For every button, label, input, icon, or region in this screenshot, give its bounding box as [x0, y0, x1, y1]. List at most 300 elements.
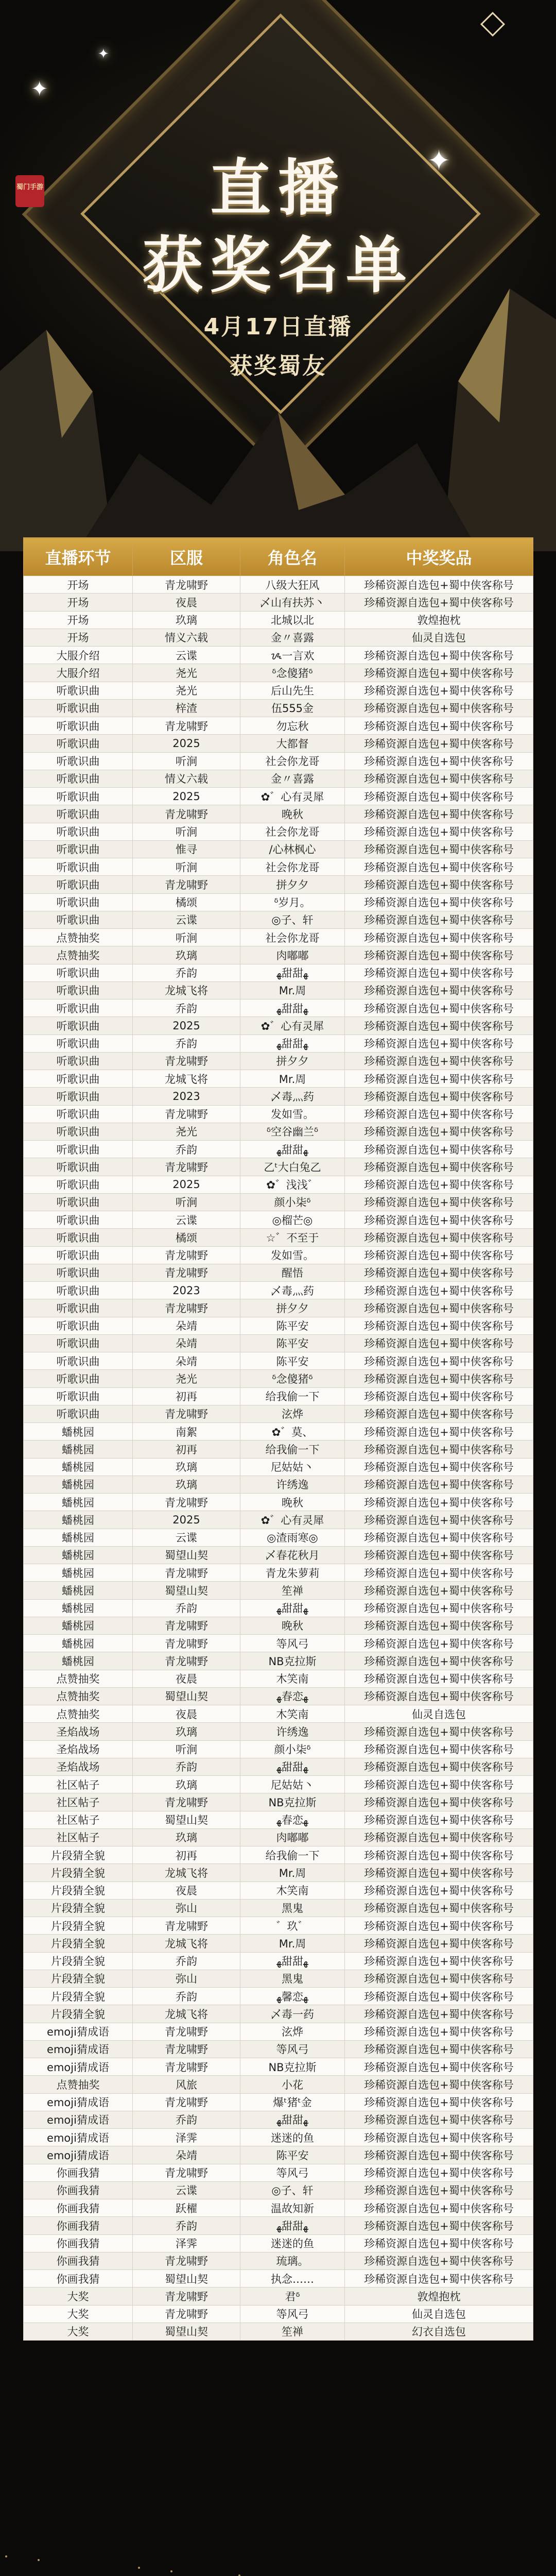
cell-role-name: 八级大狂风 — [240, 576, 345, 594]
cell-server: 尧光 — [133, 1123, 240, 1140]
cell-server: 朵靖 — [133, 1334, 240, 1352]
cell-role-name: 笙禅 — [240, 2323, 345, 2340]
cell-server: 青龙啸野 — [133, 2305, 240, 2323]
cell-segment: 听歌识曲 — [24, 1282, 133, 1299]
cell-prize: 珍稀资源自选包+蜀中侠客称号 — [345, 1599, 533, 1617]
cell-segment: emoji猜成语 — [24, 2023, 133, 2040]
cell-segment: 片段猜全貌 — [24, 1935, 133, 1952]
table-row — [24, 999, 533, 1017]
table-row — [24, 805, 533, 823]
table-body — [24, 576, 533, 2341]
cell-role-name: 乄毒灬药 — [240, 1088, 345, 1105]
cell-segment: 开场 — [24, 629, 133, 646]
cell-role-name: ◎榴芒◎ — [240, 1211, 345, 1229]
cell-prize: 珍稀资源自选包+蜀中侠客称号 — [345, 2164, 533, 2181]
cell-role-name: 乄春花秋月 — [240, 1546, 345, 1564]
cell-segment: 听歌识曲 — [24, 1035, 133, 1052]
cell-prize: 珍稀资源自选包+蜀中侠客称号 — [345, 664, 533, 682]
cell-segment: 听歌识曲 — [24, 981, 133, 999]
cell-server: 青龙啸野 — [133, 1299, 240, 1317]
cell-segment: 开场 — [24, 576, 133, 594]
cell-prize: 珍稀资源自选包+蜀中侠客称号 — [345, 2199, 533, 2217]
cell-role-name: 小花 — [240, 2076, 345, 2093]
cell-prize: 珍稀资源自选包+蜀中侠客称号 — [345, 1935, 533, 1952]
cell-server: 2025 — [133, 1176, 240, 1193]
cell-prize: 珍稀资源自选包+蜀中侠客称号 — [345, 1299, 533, 1317]
cell-prize: 珍稀资源自选包+蜀中侠客称号 — [345, 2181, 533, 2199]
cell-segment: 听歌识曲 — [24, 823, 133, 840]
table-row — [24, 1758, 533, 1775]
cell-prize: 珍稀资源自选包+蜀中侠客称号 — [345, 2076, 533, 2093]
cell-role-name: 乄毒灬药 — [240, 1282, 345, 1299]
table-row — [24, 1617, 533, 1634]
title-line-2: 获奖名单 — [142, 230, 414, 301]
cell-prize: 珍稀资源自选包+蜀中侠客称号 — [345, 576, 533, 594]
cell-server: 青龙啸野 — [133, 1617, 240, 1634]
cell-server: 2025 — [133, 788, 240, 805]
sparkle-icon: ✦ — [427, 144, 451, 177]
rock-center — [77, 392, 479, 551]
cell-prize: 珍稀资源自选包+蜀中侠客称号 — [345, 1723, 533, 1740]
cell-segment: 听歌识曲 — [24, 752, 133, 770]
cell-role-name: 北城以北 — [240, 611, 345, 629]
cell-prize: 珍稀资源自选包+蜀中侠客称号 — [345, 2093, 533, 2111]
table-row — [24, 735, 533, 752]
cell-prize: 珍稀资源自选包+蜀中侠客称号 — [345, 1458, 533, 1476]
cell-role-name: 拼夕夕 — [240, 1052, 345, 1070]
sparkle-icon: ✦ — [31, 77, 48, 101]
cell-segment: 听歌识曲 — [24, 682, 133, 699]
cell-segment: 听歌识曲 — [24, 1317, 133, 1334]
cell-server: 泽霁 — [133, 2234, 240, 2252]
cell-prize: 珍稀资源自选包+蜀中侠客称号 — [345, 1494, 533, 1511]
cell-role-name: 给我偷一下 — [240, 1846, 345, 1864]
cell-server: 蜀望山契 — [133, 1582, 240, 1599]
table-row — [24, 1317, 533, 1334]
cell-prize: 珍稀资源自选包+蜀中侠客称号 — [345, 1035, 533, 1052]
cell-server: 青龙啸野 — [133, 717, 240, 735]
cell-prize: 幻衣自选包 — [345, 2323, 533, 2340]
cell-prize: 珍稀资源自选包+蜀中侠客称号 — [345, 805, 533, 823]
cell-prize: 珍稀资源自选包+蜀中侠客称号 — [345, 1211, 533, 1229]
cell-prize: 珍稀资源自选包+蜀中侠客称号 — [345, 594, 533, 611]
cell-segment: 大奖 — [24, 2305, 133, 2323]
cell-role-name: 笙禅 — [240, 1582, 345, 1599]
table-row — [24, 1723, 533, 1740]
cell-role-name: 拼夕夕 — [240, 1299, 345, 1317]
cell-prize: 珍稀资源自选包+蜀中侠客称号 — [345, 735, 533, 752]
cell-server: 夜晨 — [133, 1670, 240, 1687]
cell-segment: 蟠桃园 — [24, 1652, 133, 1670]
cell-prize: 珍稀资源自选包+蜀中侠客称号 — [345, 823, 533, 840]
cell-server: 风旅 — [133, 2076, 240, 2093]
table-row — [24, 1935, 533, 1952]
cell-segment: 点赞抽奖 — [24, 946, 133, 964]
cell-prize: 珍稀资源自选包+蜀中侠客称号 — [345, 1511, 533, 1529]
cell-segment: 听歌识曲 — [24, 805, 133, 823]
table-row — [24, 1917, 533, 1935]
cell-segment: emoji猜成语 — [24, 2093, 133, 2111]
cell-role-name: ◎渣雨寒◎ — [240, 1529, 345, 1546]
cell-segment: 蟠桃园 — [24, 1529, 133, 1546]
table-row — [24, 2129, 533, 2146]
cell-segment: 听歌识曲 — [24, 1334, 133, 1352]
cell-prize: 珍稀资源自选包+蜀中侠客称号 — [345, 1846, 533, 1864]
cell-server: 乔韵 — [133, 1035, 240, 1052]
table-row — [24, 1141, 533, 1158]
cell-server: 青龙啸野 — [133, 2093, 240, 2111]
cell-prize: 珍稀资源自选包+蜀中侠客称号 — [345, 699, 533, 717]
header-segment: 直播环节 — [24, 538, 133, 576]
table-row — [24, 1052, 533, 1070]
cell-prize: 珍稀资源自选包+蜀中侠客称号 — [345, 1988, 533, 2005]
cell-role-name: 琉璃。 — [240, 2252, 345, 2269]
table-row — [24, 1811, 533, 1828]
cell-role-name: ﻬ甜甜ﻬ — [240, 1035, 345, 1052]
cell-prize: 珍稀资源自选包+蜀中侠客称号 — [345, 999, 533, 1017]
cell-role-name: 泫烨 — [240, 2023, 345, 2040]
cell-server: 尧光 — [133, 682, 240, 699]
cell-server: 乔韵 — [133, 1952, 240, 1970]
cell-prize: 珍稀资源自选包+蜀中侠客称号 — [345, 1899, 533, 1917]
cell-segment: 片段猜全貌 — [24, 1917, 133, 1935]
table-row — [24, 1652, 533, 1670]
table-row — [24, 2023, 533, 2040]
table-row — [24, 1882, 533, 1899]
table-row — [24, 1687, 533, 1705]
cell-segment: 片段猜全貌 — [24, 1882, 133, 1899]
cell-role-name: ﻬ馨恋ﻬ — [240, 1988, 345, 2005]
cell-server: 青龙啸野 — [133, 2287, 240, 2305]
cell-server: 青龙啸野 — [133, 1264, 240, 1281]
cell-prize: 珍稀资源自选包+蜀中侠客称号 — [345, 1193, 533, 1211]
table-row — [24, 1705, 533, 1723]
cell-prize: 珍稀资源自选包+蜀中侠客称号 — [345, 840, 533, 858]
table-row — [24, 1423, 533, 1440]
cell-prize: 珍稀资源自选包+蜀中侠客称号 — [345, 2005, 533, 2023]
cell-segment: 听歌识曲 — [24, 1370, 133, 1387]
cell-role-name: 泫烨 — [240, 1405, 345, 1422]
cell-segment: 听歌识曲 — [24, 1211, 133, 1229]
cell-role-name: 给我偷一下 — [240, 1440, 345, 1458]
table-row — [24, 1952, 533, 1970]
cell-role-name: 尼姑姑丶 — [240, 1776, 345, 1793]
cell-prize: 珍稀资源自选包+蜀中侠客称号 — [345, 1334, 533, 1352]
table-row — [24, 770, 533, 787]
cell-segment: 蟠桃园 — [24, 1511, 133, 1529]
table-row — [24, 752, 533, 770]
cell-server: 青龙啸野 — [133, 2023, 240, 2040]
diamond-outline-icon — [480, 12, 505, 37]
cell-prize: 珍稀资源自选包+蜀中侠客称号 — [345, 770, 533, 787]
cell-role-name: ᵟ念傻猪ᵟ — [240, 1370, 345, 1387]
cell-prize: 珍稀资源自选包+蜀中侠客称号 — [345, 1282, 533, 1299]
cell-server: 云谍 — [133, 647, 240, 664]
cell-prize: 珍稀资源自选包+蜀中侠客称号 — [345, 1740, 533, 1758]
cell-prize: 珍稀资源自选包+蜀中侠客称号 — [345, 1793, 533, 1811]
cell-role-name: 乄毒一药 — [240, 2005, 345, 2023]
cell-prize: 珍稀资源自选包+蜀中侠客称号 — [345, 2058, 533, 2076]
cell-prize: 珍稀资源自选包+蜀中侠客称号 — [345, 752, 533, 770]
table-row — [24, 1158, 533, 1176]
cell-prize: 珍稀资源自选包+蜀中侠客称号 — [345, 1635, 533, 1652]
table-row — [24, 2199, 533, 2217]
cell-server: 青龙啸野 — [133, 1246, 240, 1264]
cell-role-name: 颜小柒ᵟ — [240, 1740, 345, 1758]
cell-prize: 珍稀资源自选包+蜀中侠客称号 — [345, 1423, 533, 1440]
cell-prize: 珍稀资源自选包+蜀中侠客称号 — [345, 2023, 533, 2040]
table-row — [24, 2305, 533, 2323]
cell-segment: 听歌识曲 — [24, 770, 133, 787]
cell-role-name: ﻬ甜甜ﻬ — [240, 964, 345, 981]
cell-segment: 听歌识曲 — [24, 735, 133, 752]
cell-server: 听涧 — [133, 823, 240, 840]
cell-server: 初再 — [133, 1846, 240, 1864]
sub-line: 获奖蜀友 — [230, 353, 326, 379]
table-row — [24, 1476, 533, 1493]
cell-segment: 听歌识曲 — [24, 1052, 133, 1070]
cell-segment: 听歌识曲 — [24, 840, 133, 858]
cell-role-name: 陈平安 — [240, 1352, 345, 1370]
cell-segment: 听歌识曲 — [24, 1264, 133, 1281]
cell-server: 乔韵 — [133, 999, 240, 1017]
cell-server: 玖璃 — [133, 1776, 240, 1793]
table-row — [24, 1776, 533, 1793]
table-row — [24, 1740, 533, 1758]
table-row — [24, 2111, 533, 2128]
cell-server: 听涧 — [133, 1193, 240, 1211]
cell-role-name: 黑鬼 — [240, 1970, 345, 1987]
cell-segment: 蟠桃园 — [24, 1564, 133, 1582]
cell-segment: 听歌识曲 — [24, 1123, 133, 1140]
table-row — [24, 946, 533, 964]
table-row — [24, 1988, 533, 2005]
cell-prize: 珍稀资源自选包+蜀中侠客称号 — [345, 893, 533, 911]
table-row — [24, 664, 533, 682]
cell-segment: emoji猜成语 — [24, 2129, 133, 2146]
cell-prize: 珍稀资源自选包+蜀中侠客称号 — [345, 1440, 533, 1458]
cell-segment: 听歌识曲 — [24, 1105, 133, 1123]
cell-segment: 你画我猜 — [24, 2270, 133, 2287]
cell-segment: emoji猜成语 — [24, 2111, 133, 2128]
table-row — [24, 611, 533, 629]
cell-prize: 珍稀资源自选包+蜀中侠客称号 — [345, 1370, 533, 1387]
date-line: 4月17日直播 — [203, 314, 353, 340]
cell-server: 云谍 — [133, 1529, 240, 1546]
cell-server: 青龙啸野 — [133, 1917, 240, 1935]
cell-role-name: 伍555金 — [240, 699, 345, 717]
table-row — [24, 2076, 533, 2093]
table-row — [24, 1828, 533, 1846]
cell-role-name: Mr.周 — [240, 1864, 345, 1882]
cell-prize: 敦煌抱枕 — [345, 611, 533, 629]
table-row — [24, 1334, 533, 1352]
cell-role-name: 君ᵟ — [240, 2287, 345, 2305]
table-row — [24, 1211, 533, 1229]
cell-server: 蜀望山契 — [133, 1811, 240, 1828]
cell-server: 乔韵 — [133, 1988, 240, 2005]
cell-prize: 珍稀资源自选包+蜀中侠客称号 — [345, 1387, 533, 1405]
table-row — [24, 576, 533, 594]
cell-prize: 珍稀资源自选包+蜀中侠客称号 — [345, 2111, 533, 2128]
cell-role-name: 尼姑姑丶 — [240, 1458, 345, 1476]
seal-text: 蜀门手游 — [16, 183, 43, 191]
cell-role-name: ✿゛莫、 — [240, 1423, 345, 1440]
table-row — [24, 647, 533, 664]
cell-server: 尧光 — [133, 664, 240, 682]
table-row — [24, 1282, 533, 1299]
cell-server: 蜀望山契 — [133, 1546, 240, 1564]
cell-role-name: NB克拉斯 — [240, 2058, 345, 2076]
cell-prize: 珍稀资源自选包+蜀中侠客称号 — [345, 1123, 533, 1140]
table-row — [24, 699, 533, 717]
cell-role-name: ﻬ春恋ﻬ — [240, 1811, 345, 1828]
cell-prize: 珍稀资源自选包+蜀中侠客称号 — [345, 1970, 533, 1987]
table-row — [24, 1070, 533, 1088]
table-row — [24, 1635, 533, 1652]
cell-role-name: 发如雪。 — [240, 1105, 345, 1123]
table-row — [24, 1123, 533, 1140]
cell-server: 2023 — [133, 1088, 240, 1105]
cell-role-name: ✿゛心有灵犀 — [240, 788, 345, 805]
cell-segment: 圣焰战场 — [24, 1740, 133, 1758]
cell-role-name: 木笑南 — [240, 1882, 345, 1899]
table-row — [24, 1458, 533, 1476]
cell-role-name: ﻬ甜甜ﻬ — [240, 2111, 345, 2128]
cell-server: 惟寻 — [133, 840, 240, 858]
cell-server: 夜晨 — [133, 1882, 240, 1899]
cell-segment: 片段猜全貌 — [24, 1988, 133, 2005]
cell-server: 龙城飞将 — [133, 2005, 240, 2023]
table-row — [24, 2270, 533, 2287]
cell-prize: 珍稀资源自选包+蜀中侠客称号 — [345, 1828, 533, 1846]
cell-role-name: 青龙朱萝莉 — [240, 1564, 345, 1582]
table-row — [24, 1599, 533, 1617]
cell-role-name: 给我偷一下 — [240, 1387, 345, 1405]
cell-segment: 点赞抽奖 — [24, 2076, 133, 2093]
gold-dust — [170, 2570, 172, 2572]
table-row — [24, 1846, 533, 1864]
cell-role-name: 社会你龙哥 — [240, 823, 345, 840]
table-row — [24, 1546, 533, 1564]
cell-role-name: 勿忘秋 — [240, 717, 345, 735]
cell-prize: 珍稀资源自选包+蜀中侠客称号 — [345, 1652, 533, 1670]
cell-server: 弥山 — [133, 1899, 240, 1917]
cell-prize: 珍稀资源自选包+蜀中侠客称号 — [345, 981, 533, 999]
cell-role-name: ᵟ岁月。 — [240, 893, 345, 911]
title-line-1: 直播 — [210, 152, 346, 224]
cell-segment: 蟠桃园 — [24, 1635, 133, 1652]
cell-server: 蜀望山契 — [133, 1687, 240, 1705]
cell-server: 初再 — [133, 1440, 240, 1458]
table-row — [24, 1246, 533, 1264]
cell-prize: 珍稀资源自选包+蜀中侠客称号 — [345, 1070, 533, 1088]
cell-prize: 珍稀资源自选包+蜀中侠客称号 — [345, 2040, 533, 2058]
cell-server: 青龙啸野 — [133, 1105, 240, 1123]
cell-segment: 点赞抽奖 — [24, 1687, 133, 1705]
cell-server: 龙城飞将 — [133, 1864, 240, 1882]
cell-prize: 珍稀资源自选包+蜀中侠客称号 — [345, 1529, 533, 1546]
cell-server: 2025 — [133, 735, 240, 752]
cell-server: 初再 — [133, 1387, 240, 1405]
table-row — [24, 1670, 533, 1687]
cell-prize: 珍稀资源自选包+蜀中侠客称号 — [345, 1176, 533, 1193]
cell-segment: 听歌识曲 — [24, 1193, 133, 1211]
sparkle-icon: ✦ — [98, 46, 109, 62]
table-row — [24, 594, 533, 611]
cell-server: 2025 — [133, 1017, 240, 1035]
cell-server: 青龙啸野 — [133, 1564, 240, 1582]
table-row — [24, 893, 533, 911]
cell-segment: 社区帖子 — [24, 1811, 133, 1828]
cell-role-name: 晚秋 — [240, 1494, 345, 1511]
cell-role-name: 晚秋 — [240, 805, 345, 823]
cell-server: 蜀望山契 — [133, 2323, 240, 2340]
table-row — [24, 1352, 533, 1370]
cell-server: 龙城飞将 — [133, 1070, 240, 1088]
cell-server: 龙城飞将 — [133, 1935, 240, 1952]
cell-role-name: ﻬ春恋ﻬ — [240, 1687, 345, 1705]
cell-server: 云谍 — [133, 911, 240, 928]
cell-role-name: 肉嘟嘟 — [240, 946, 345, 964]
cell-server: 乔韵 — [133, 964, 240, 981]
cell-segment: 点赞抽奖 — [24, 1705, 133, 1723]
cell-segment: 蟠桃园 — [24, 1423, 133, 1440]
cell-segment: 蟠桃园 — [24, 1599, 133, 1617]
cell-segment: 听歌识曲 — [24, 1017, 133, 1035]
cell-segment: 点赞抽奖 — [24, 929, 133, 946]
cell-segment: 片段猜全貌 — [24, 1864, 133, 1882]
cell-segment: 听歌识曲 — [24, 1158, 133, 1176]
cell-role-name: ✿゛心有灵犀 — [240, 1017, 345, 1035]
cell-role-name: Mr.周 — [240, 1935, 345, 1952]
cell-server: 青龙啸野 — [133, 2252, 240, 2269]
cell-role-name: 木笑南 — [240, 1705, 345, 1723]
cell-segment: 你画我猜 — [24, 2199, 133, 2217]
cell-segment: 社区帖子 — [24, 1793, 133, 1811]
cell-role-name: 木笑南 — [240, 1670, 345, 1687]
cell-prize: 珍稀资源自选包+蜀中侠客称号 — [345, 1317, 533, 1334]
cell-server: 玖璃 — [133, 1476, 240, 1493]
cell-role-name: 颜小柒ᵟ — [240, 1193, 345, 1211]
cell-role-name: ﻬ甜甜ﻬ — [240, 1599, 345, 1617]
cell-role-name: 拼夕夕 — [240, 876, 345, 893]
cell-role-name: ﻬ甜甜ﻬ — [240, 1141, 345, 1158]
cell-server: 弥山 — [133, 1970, 240, 1987]
cell-server: 玖璃 — [133, 946, 240, 964]
cell-prize: 珍稀资源自选包+蜀中侠客称号 — [345, 1882, 533, 1899]
table-row — [24, 2005, 533, 2023]
cell-prize: 珍稀资源自选包+蜀中侠客称号 — [345, 1105, 533, 1123]
cell-server: 夜晨 — [133, 1705, 240, 1723]
cell-role-name: 温故知新 — [240, 2199, 345, 2217]
cell-prize: 珍稀资源自选包+蜀中侠客称号 — [345, 1864, 533, 1882]
cell-segment: 社区帖子 — [24, 1828, 133, 1846]
cell-segment: 你画我猜 — [24, 2181, 133, 2199]
footer — [0, 2550, 556, 2576]
cell-role-name: 肉嘟嘟 — [240, 1828, 345, 1846]
cell-server: 尧光 — [133, 1370, 240, 1387]
cell-segment: emoji猜成语 — [24, 2040, 133, 2058]
table-row — [24, 2146, 533, 2164]
table-row — [24, 840, 533, 858]
banner-title — [0, 149, 556, 382]
cell-server: 橘颂 — [133, 1229, 240, 1246]
cell-server: 云谍 — [133, 1211, 240, 1229]
cell-prize: 珍稀资源自选包+蜀中侠客称号 — [345, 1246, 533, 1264]
table-row — [24, 1176, 533, 1193]
table-row — [24, 1229, 533, 1246]
